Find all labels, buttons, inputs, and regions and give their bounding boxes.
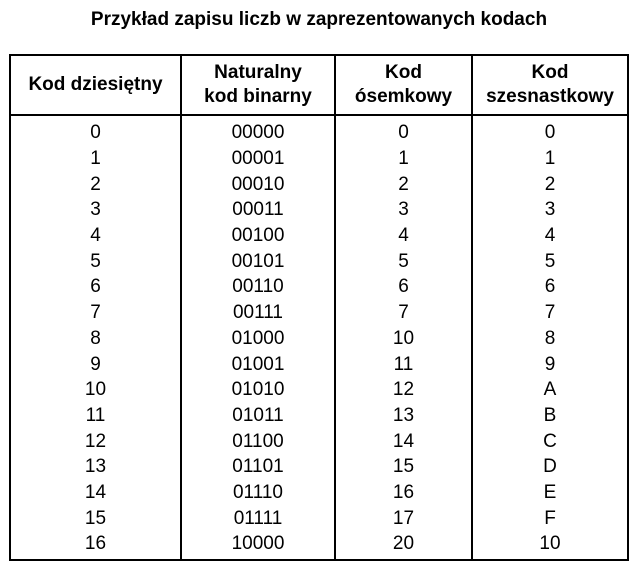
table-row: [10, 248, 628, 274]
binary-cell: 00010: [181, 171, 335, 197]
table-row: [10, 377, 628, 403]
decimal-cell: 10: [10, 377, 181, 403]
octal-cell: 4: [335, 223, 472, 249]
table-row: [10, 223, 628, 249]
hex-cell: 8: [472, 326, 628, 352]
table-row: [10, 197, 628, 223]
hex-cell: C: [472, 428, 628, 454]
table-header: [10, 55, 628, 115]
binary-cell: 00000: [181, 115, 335, 146]
binary-cell: 10000: [181, 531, 335, 560]
binary-cell: 00011: [181, 197, 335, 223]
decimal-cell: 0: [10, 115, 181, 146]
octal-cell: 11: [335, 351, 472, 377]
binary-cell: 01100: [181, 428, 335, 454]
header-row: [10, 55, 628, 115]
binary-cell: 01011: [181, 403, 335, 429]
octal-cell: 12: [335, 377, 472, 403]
table-row: [10, 531, 628, 560]
octal-cell: 2: [335, 171, 472, 197]
table-row: [10, 326, 628, 352]
header-octal-line-1: Kod: [385, 62, 422, 83]
table-body: [10, 115, 628, 560]
header-octal-line-2: ósemkowy: [354, 86, 453, 107]
octal-cell: 7: [335, 300, 472, 326]
header-octal: [335, 55, 472, 115]
binary-cell: 01101: [181, 454, 335, 480]
page-title: Przykład zapisu liczb w zaprezentowanych kodach: [90, 9, 548, 30]
decimal-cell: 16: [10, 531, 181, 560]
table-row: [10, 403, 628, 429]
table-row: [10, 146, 628, 172]
hex-cell: 10: [472, 531, 628, 560]
decimal-cell: 4: [10, 223, 181, 249]
decimal-cell: 7: [10, 300, 181, 326]
table-row: [10, 480, 628, 506]
decimal-cell: 15: [10, 505, 181, 531]
header-binary-line-1: Naturalny: [214, 62, 302, 83]
hex-cell: A: [472, 377, 628, 403]
decimal-cell: 12: [10, 428, 181, 454]
hex-cell: B: [472, 403, 628, 429]
table-row: [10, 274, 628, 300]
hex-cell: 9: [472, 351, 628, 377]
binary-cell: 01110: [181, 480, 335, 506]
octal-cell: 1: [335, 146, 472, 172]
decimal-cell: 11: [10, 403, 181, 429]
table-row: [10, 428, 628, 454]
binary-cell: 00111: [181, 300, 335, 326]
octal-cell: 6: [335, 274, 472, 300]
header-hex-line-1: Kod: [531, 62, 569, 83]
decimal-cell: 1: [10, 146, 181, 172]
table-row: [10, 300, 628, 326]
octal-cell: 17: [335, 505, 472, 531]
table-row: [10, 351, 628, 377]
table-row: [10, 115, 628, 146]
table-row: [10, 454, 628, 480]
hex-cell: 3: [472, 197, 628, 223]
hex-cell: F: [472, 505, 628, 531]
hex-cell: 4: [472, 223, 628, 249]
hex-cell: D: [472, 454, 628, 480]
hex-cell: 2: [472, 171, 628, 197]
binary-cell: 01001: [181, 351, 335, 377]
hex-cell: 0: [472, 115, 628, 146]
decimal-cell: 6: [10, 274, 181, 300]
header-decimal: [10, 55, 181, 115]
hex-cell: 5: [472, 248, 628, 274]
binary-cell: 01111: [181, 505, 335, 531]
octal-cell: 10: [335, 326, 472, 352]
hex-cell: E: [472, 480, 628, 506]
hex-cell: 7: [472, 300, 628, 326]
number-codes-table: [9, 54, 629, 561]
decimal-cell: 9: [10, 351, 181, 377]
header-decimal-line-1: Kod dziesiętny: [28, 74, 163, 95]
decimal-cell: 13: [10, 454, 181, 480]
hex-cell: 1: [472, 146, 628, 172]
octal-cell: 20: [335, 531, 472, 560]
table-row: [10, 505, 628, 531]
hex-cell: 6: [472, 274, 628, 300]
decimal-cell: 2: [10, 171, 181, 197]
octal-cell: 0: [335, 115, 472, 146]
binary-cell: 00001: [181, 146, 335, 172]
octal-cell: 14: [335, 428, 472, 454]
header-hex: [472, 55, 628, 115]
binary-cell: 00101: [181, 248, 335, 274]
decimal-cell: 3: [10, 197, 181, 223]
decimal-cell: 5: [10, 248, 181, 274]
decimal-cell: 8: [10, 326, 181, 352]
binary-cell: 01000: [181, 326, 335, 352]
octal-cell: 5: [335, 248, 472, 274]
header-binary-line-2: kod binarny: [204, 86, 312, 107]
octal-cell: 3: [335, 197, 472, 223]
octal-cell: 15: [335, 454, 472, 480]
table-row: [10, 171, 628, 197]
octal-cell: 16: [335, 480, 472, 506]
binary-cell: 00110: [181, 274, 335, 300]
decimal-cell: 14: [10, 480, 181, 506]
octal-cell: 13: [335, 403, 472, 429]
binary-cell: 00100: [181, 223, 335, 249]
header-binary: [181, 55, 335, 115]
binary-cell: 01010: [181, 377, 335, 403]
header-hex-line-2: szesnastkowy: [486, 86, 614, 107]
